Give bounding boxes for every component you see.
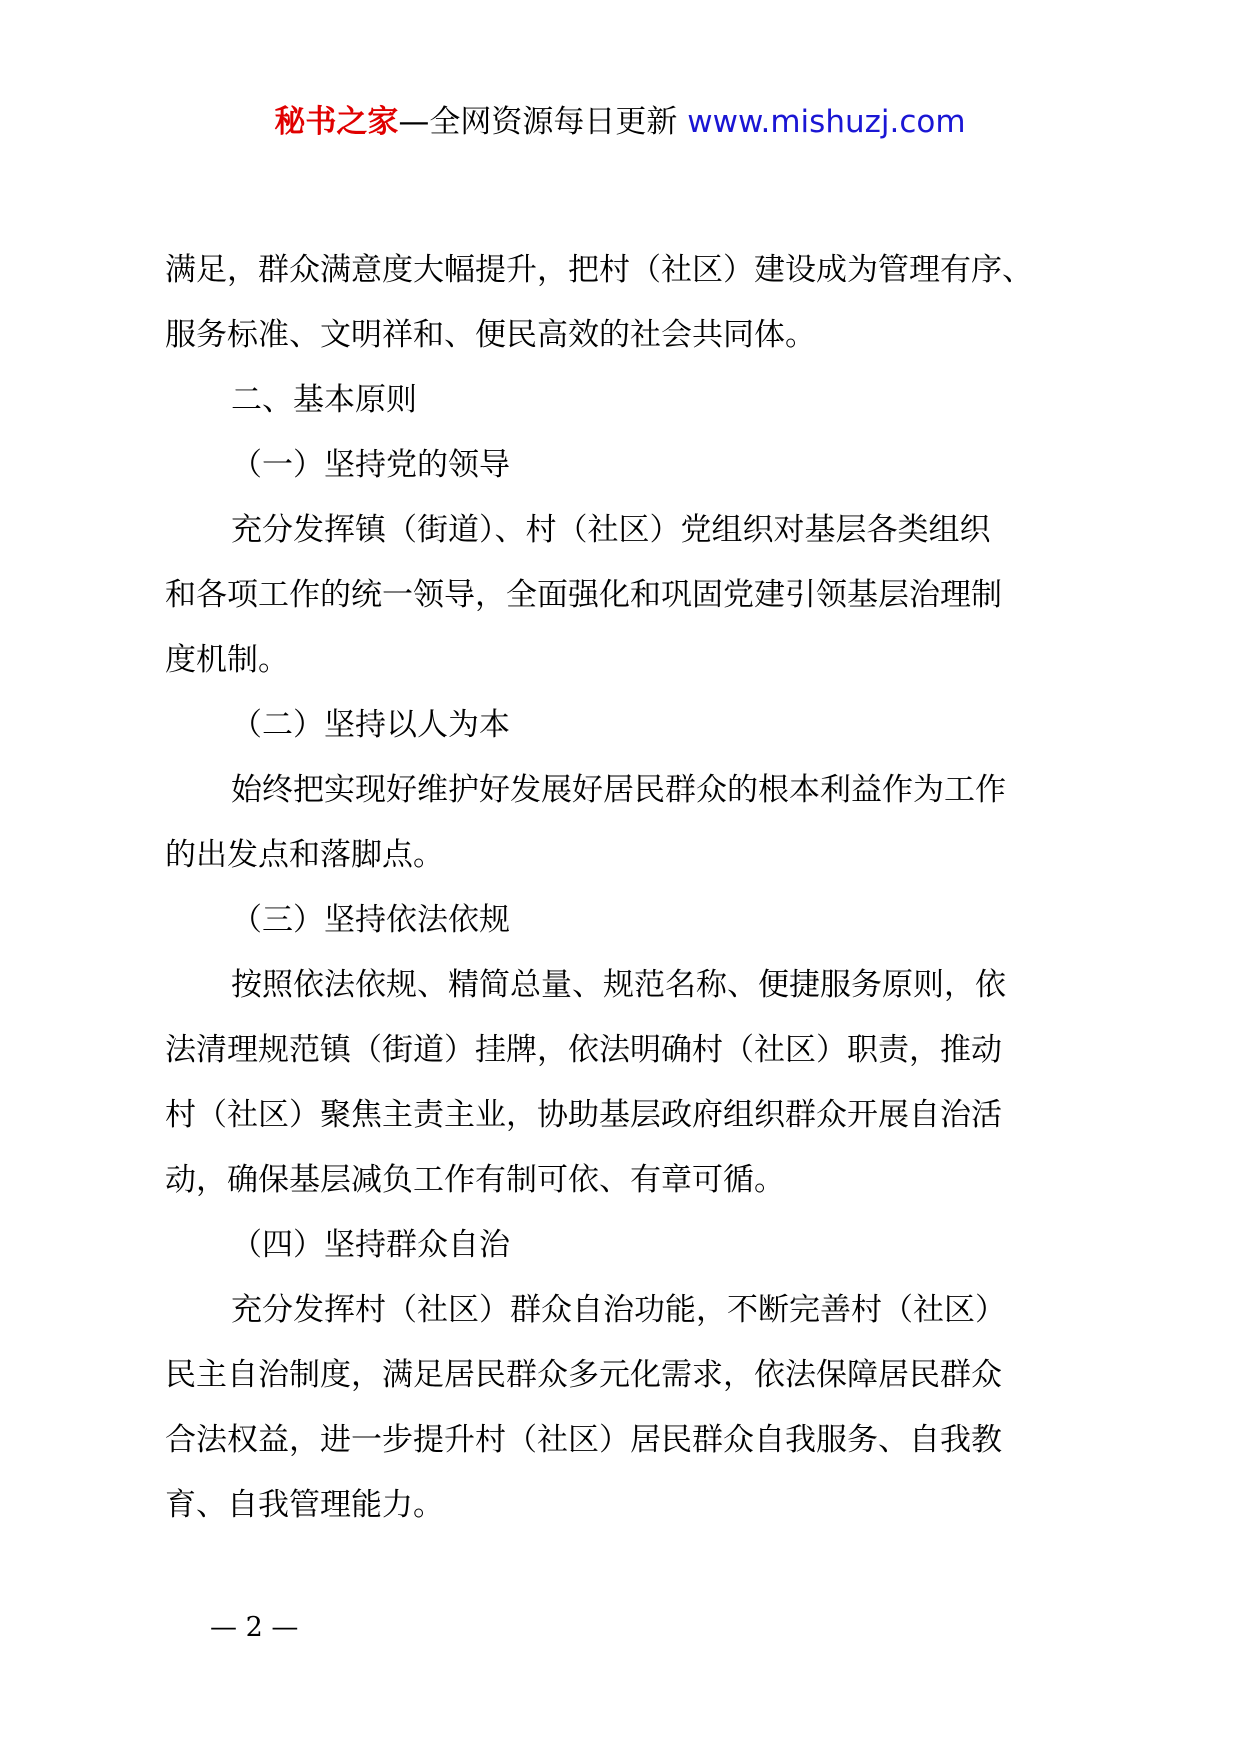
paragraph-line: 满足，群众满意度大幅提升，把村（社区）建设成为管理有序、 bbox=[165, 252, 1033, 288]
paragraph-line: 合法权益，进一步提升村（社区）居民群众自我服务、自我教 bbox=[165, 1422, 1002, 1458]
paragraph-line: 按照依法依规、精简总量、规范名称、便捷服务原则，依 bbox=[231, 967, 1006, 1003]
page-number: — 2 — bbox=[210, 1612, 299, 1643]
paragraph-line: 的出发点和落脚点。 bbox=[165, 837, 444, 873]
paragraph-line: 民主自治制度，满足居民群众多元化需求，依法保障居民群众 bbox=[165, 1357, 1002, 1393]
brand-name: 秘书之家 bbox=[274, 104, 399, 140]
paragraph-line: 服务标准、文明祥和、便民高效的社会共同体。 bbox=[165, 317, 816, 353]
site-banner bbox=[0, 100, 1240, 144]
paragraph-line: 村（社区）聚焦主责主业，协助基层政府组织群众开展自治活 bbox=[165, 1097, 1002, 1133]
section-heading: 二、基本原则 bbox=[231, 382, 417, 418]
subsection-heading: （四）坚持群众自治 bbox=[231, 1227, 510, 1263]
paragraph-line: 育、自我管理能力。 bbox=[165, 1487, 444, 1523]
paragraph-line: 充分发挥村（社区）群众自治功能，不断完善村（社区） bbox=[231, 1292, 1006, 1328]
paragraph-line: 动，确保基层减负工作有制可依、有章可循。 bbox=[165, 1162, 785, 1198]
subsection-heading: （二）坚持以人为本 bbox=[231, 707, 510, 743]
paragraph-line: 和各项工作的统一领导，全面强化和巩固党建引领基层治理制 bbox=[165, 577, 1002, 613]
site-slogan: —全网资源每日更新 bbox=[398, 104, 688, 140]
subsection-heading: （三）坚持依法依规 bbox=[231, 902, 510, 938]
paragraph-line: 充分发挥镇（街道）、村（社区）党组织对基层各类组织 bbox=[231, 512, 991, 548]
document-body bbox=[165, 238, 1085, 1538]
paragraph-line: 度机制。 bbox=[165, 642, 289, 678]
site-url-link[interactable]: www.mishuzj.com bbox=[687, 104, 966, 140]
subsection-heading: （一）坚持党的领导 bbox=[231, 447, 510, 483]
paragraph-line: 法清理规范镇（街道）挂牌，依法明确村（社区）职责，推动 bbox=[165, 1032, 1002, 1068]
paragraph-line: 始终把实现好维护好发展好居民群众的根本利益作为工作 bbox=[231, 772, 1006, 808]
